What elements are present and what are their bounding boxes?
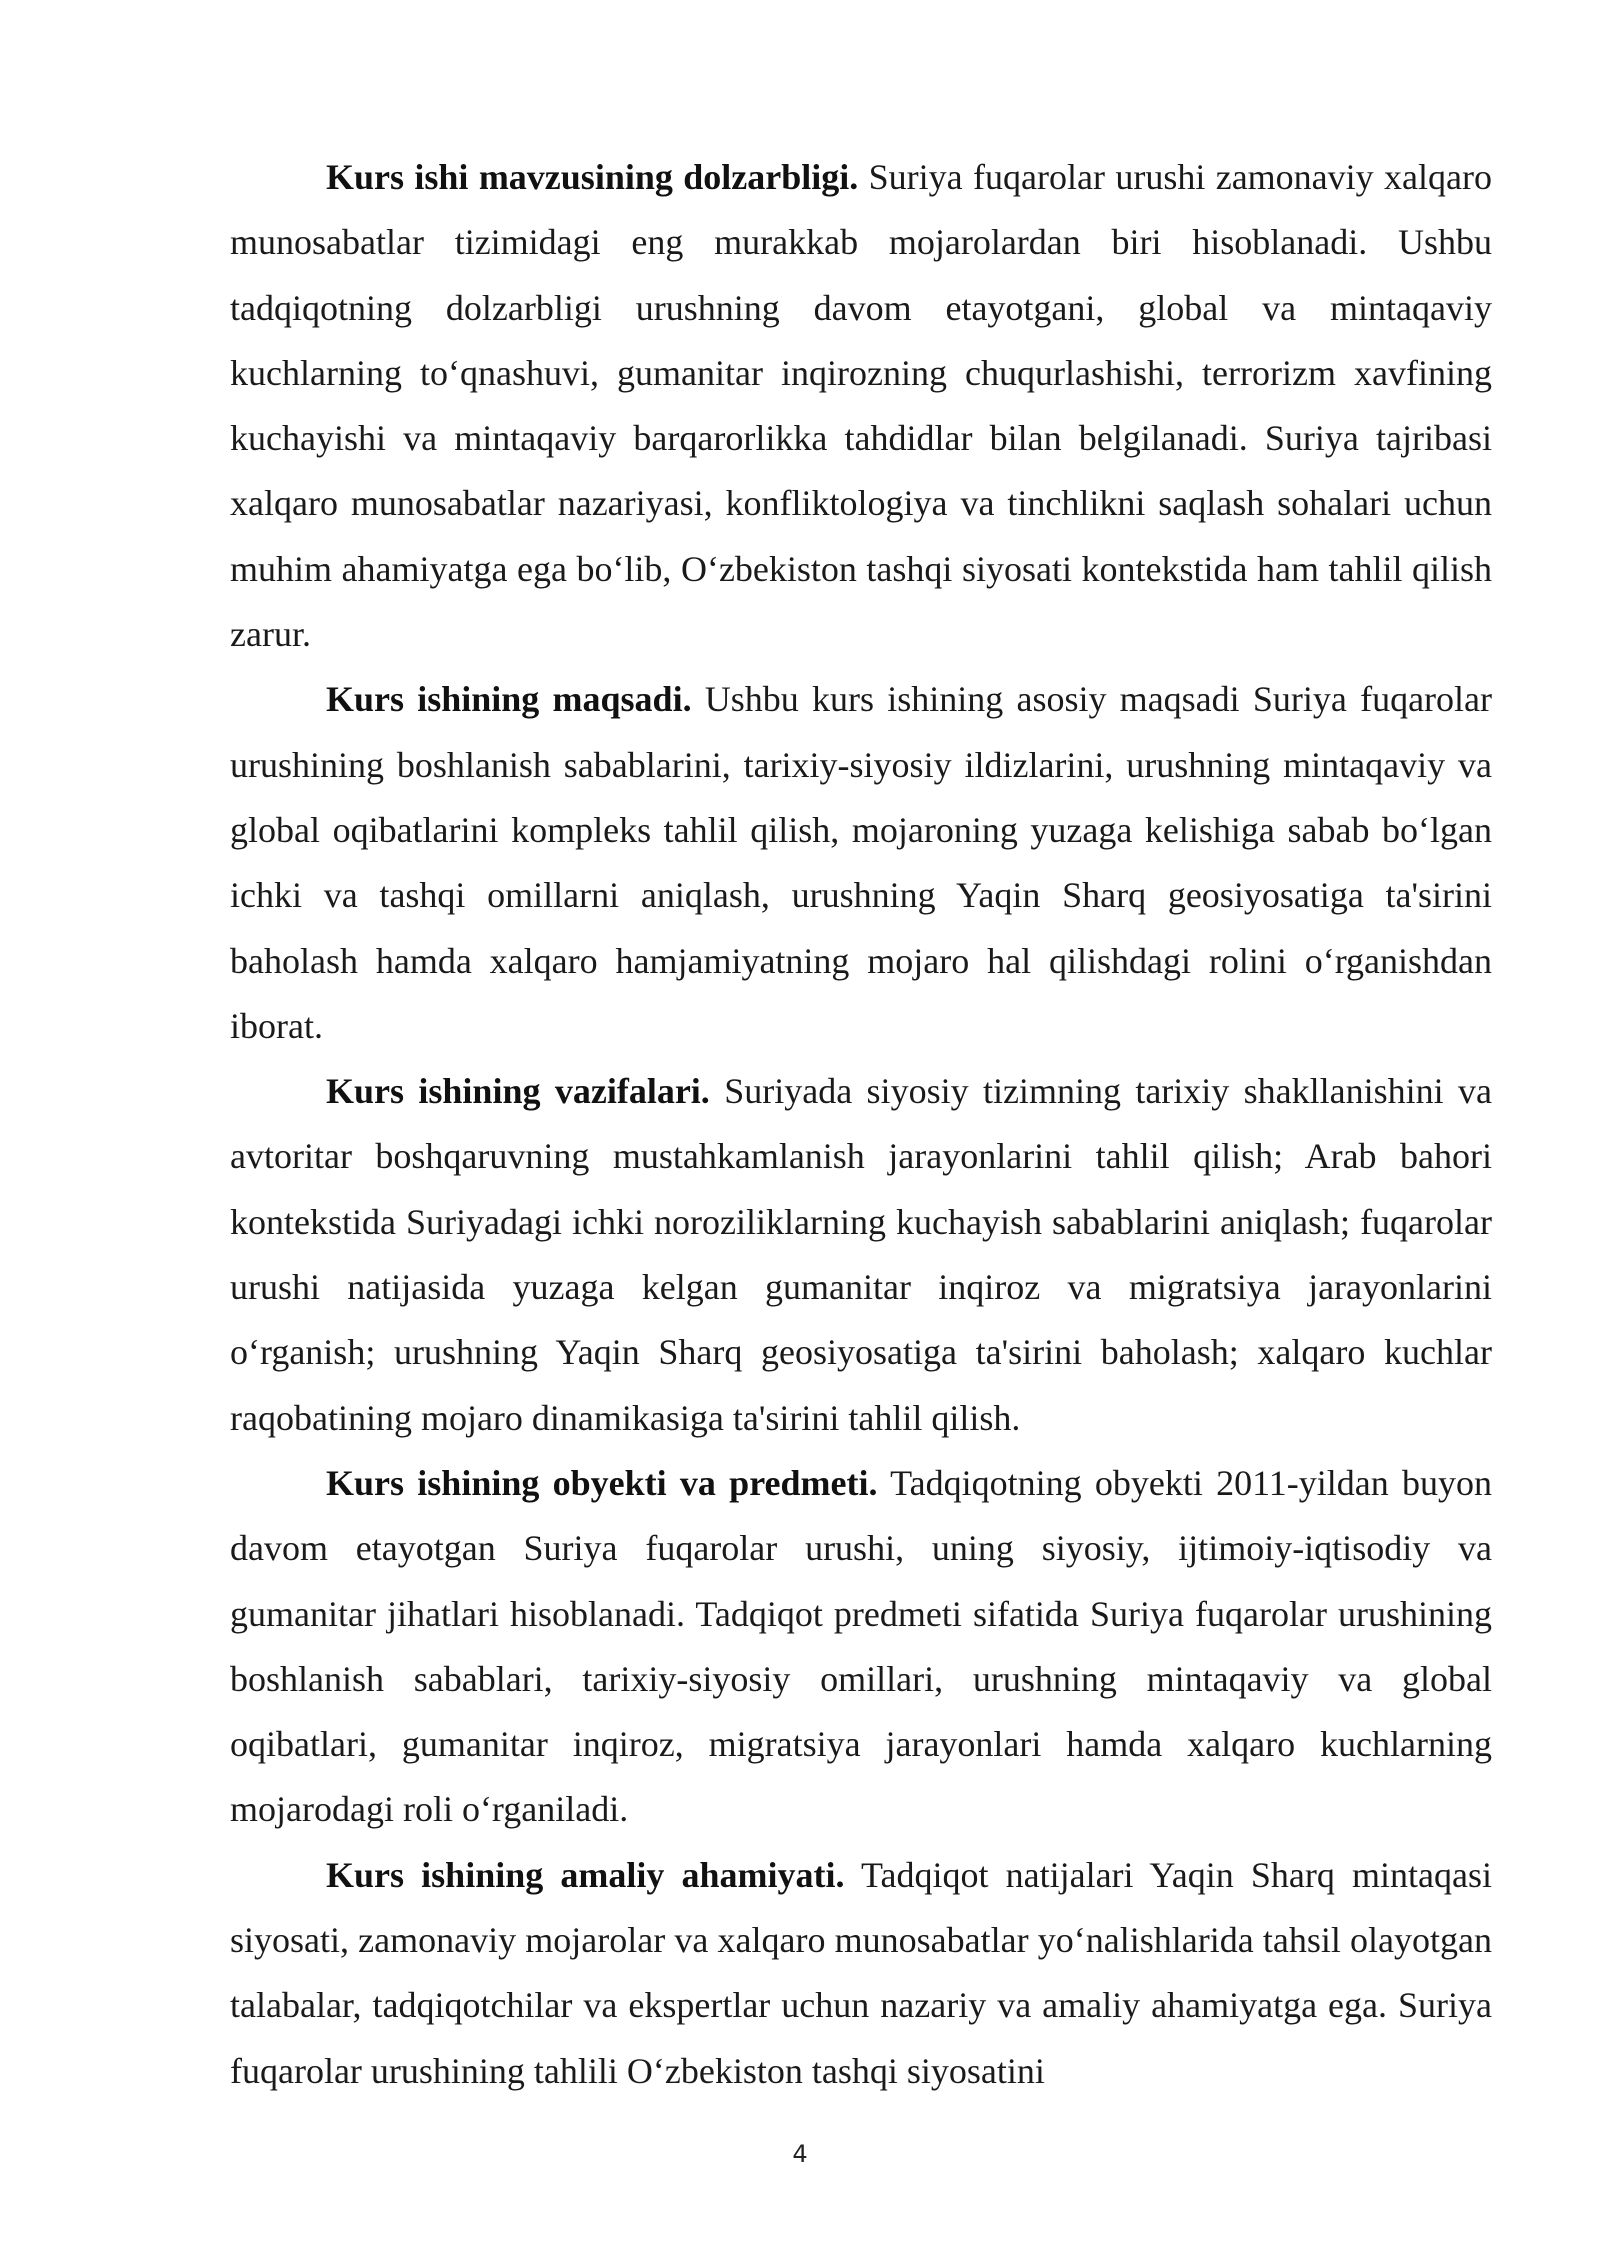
paragraph-heading: Kurs ishining maqsadi. [326,679,692,720]
paragraph-relevance [230,145,1492,667]
paragraph-body: Suriya fuqarolar urushi zamonaviy xalqaro munosabatlar tizimidagi eng murakkab mojarolardan biri hisoblanadi. Ushbu tadqiqotning dolzarbligi urushning davom etayotgani, global va mintaqaviy kuchlarning to‘qnashuvi, gumanitar inqirozning chuqurlashishi, terrorizm xavfining kuchayishi va mintaqaviy barqarorlikka tahdidlar bilan belgilanadi. Suriya tajribasi xalqaro munosabatlar nazariyasi, konfliktologiya va tinchlikni saqlash sohalari uchun muhim ahamiyatga ega bo‘lib, O‘zbekiston tashqi siyosati kontekstida ham tahlil qilish zarur. [230,157,1492,655]
paragraph-body: Tadqiqotning obyekti 2011-yildan buyon davom etayotgan Suriya fuqarolar urushi, uning siyosiy, ijtimoiy-iqtisodiy va gumanitar jihatlari hisoblanadi. Tadqiqot predmeti sifatida Suriya fuqarolar urushining boshlanish sabablari, tarixiy-siyosiy omillari, urushning mintaqaviy va global oqibatlari, gumanitar inqiroz, migratsiya jarayonlari hamda xalqaro kuchlarning mojarodagi roli o‘rganiladi. [230,1462,1492,1830]
page-content [230,145,1492,2104]
paragraph-heading: Kurs ishi mavzusining dolzarbligi. [326,157,859,197]
paragraph-body: Ushbu kurs ishining asosiy maqsadi Suriya fuqarolar urushining boshlanish sabablarini, tarixiy-siyosiy ildizlarini, urushning mintaqaviy va global oqibatlarini kompleks tahlil qilish, mojaroning yuzaga kelishiga sabab bo‘lgan ichki va tashqi omillarni aniqlash, urushning Yaqin Sharq geosiyosatiga ta'sirini baholash hamda xalqaro hamjamiyatning mojaro hal qilishdagi rolini o‘rganishdan iborat. [230,679,1493,1046]
paragraph-heading: Kurs ishining obyekti va predmeti. [326,1462,878,1503]
paragraph-heading: Kurs ishining amaliy ahamiyati. [326,1854,845,1895]
paragraph-body: Suriyada siyosiy tizimning tarixiy shakllanishini va avtoritar boshqaruvning mustahkamlanish jarayonlarini tahlil qilish; Arab bahori kontekstida Suriyadagi ichki noroziliklarning kuchayish sabablarini aniqlash; fuqarolar urushi natijasida yuzaga kelgan gumanitar inqiroz va migratsiya jarayonlarini o‘rganish; urushning Yaqin Sharq geosiyosatiga ta'sirini baholash; xalqaro kuchlar raqobatining mojaro dinamikasiga ta'sirini tahlil qilish. [230,1071,1493,1438]
paragraph-practical-significance [230,1843,1492,2104]
paragraph-object-subject [230,1451,1492,1843]
paragraph-tasks [230,1059,1492,1451]
paragraph-goal [230,667,1492,1059]
page-number: 4 [792,2140,808,2168]
paragraph-body: Tadqiqot natijalari Yaqin Sharq mintaqasi siyosati, zamonaviy mojarolar va xalqaro munosabatlar yo‘nalishlarida tahsil olayotgan talabalar, tadqiqotchilar va ekspertlar uchun nazariy va amaliy ahamiyatga ega. Suriya fuqarolar urushining tahlili O‘zbekiston tashqi siyosatini [230,1854,1492,2091]
paragraph-heading: Kurs ishining vazifalari. [326,1071,710,1112]
